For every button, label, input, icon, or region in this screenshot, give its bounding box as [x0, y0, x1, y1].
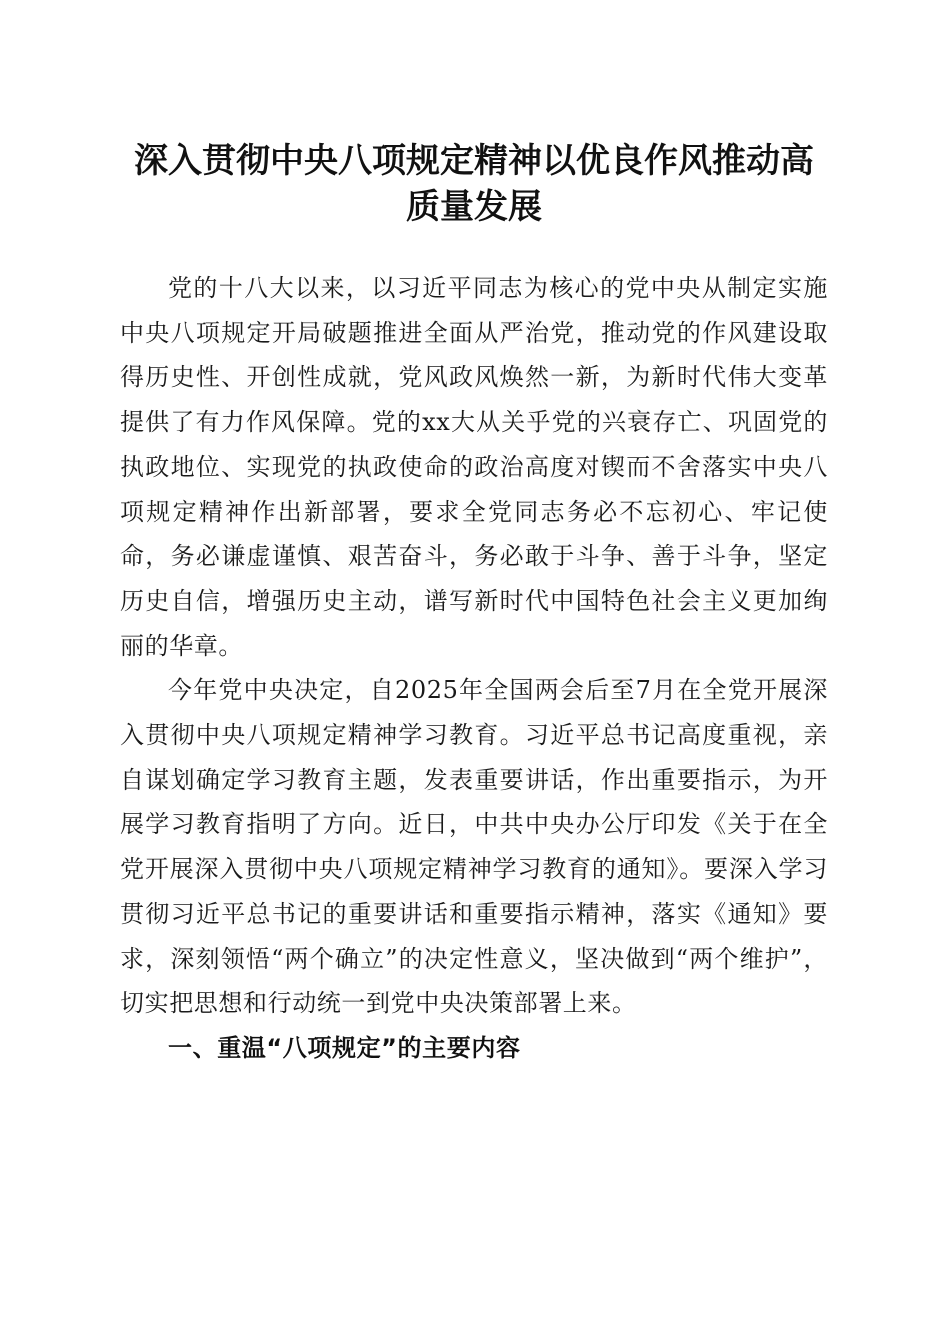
paragraph-intro: 党的十八大以来，以习近平同志为核心的党中央从制定实施中央八项规定开局破题推进全面从严治党，推动党的作风建设取得历史性、开创性成就，党风政风焕然一新，为新时代伟大变革提供了有力作风保障。党的xx大从关乎党的兴衰存亡、巩固党的执政地位、实现党的执政使命的政治高度对锲而不舍落实中央八项规定精神作出新部署，要求全党同志务必不忘初心、牢记使命，务必谦虚谨慎、艰苦奋斗，务必敢于斗争、善于斗争，坚定历史自信，增强历史主动，谱写新时代中国特色社会主义更加绚丽的华章。 — [120, 274, 828, 660]
section-heading: 一、重温“八项规定”的主要内容 — [168, 1033, 521, 1062]
paragraph-study-education: 今年党中央决定，自2025年全国两会后至7月在全党开展深入贯彻中央八项规定精神学习教育。习近平总书记高度重视，亲自谋划确定学习教育主题，发表重要讲话，作出重要指示，为开展学习教育指明了方向。近日，中共中央办公厅印发《关于在全党开展深入贯彻中央八项规定精神学习教育的通知》。要深入学习贯彻习近平总书记的重要讲话和重要指示精神，落实《通知》要求，深刻领悟“两个确立”的决定性意义，坚决做到“两个维护”，切实把思想和行动统一到党中央决策部署上来。 — [120, 676, 828, 1018]
document-body — [120, 266, 828, 1071]
document-title: 深入贯彻中央八项规定精神以优良作风推动高质量发展 — [134, 141, 814, 227]
